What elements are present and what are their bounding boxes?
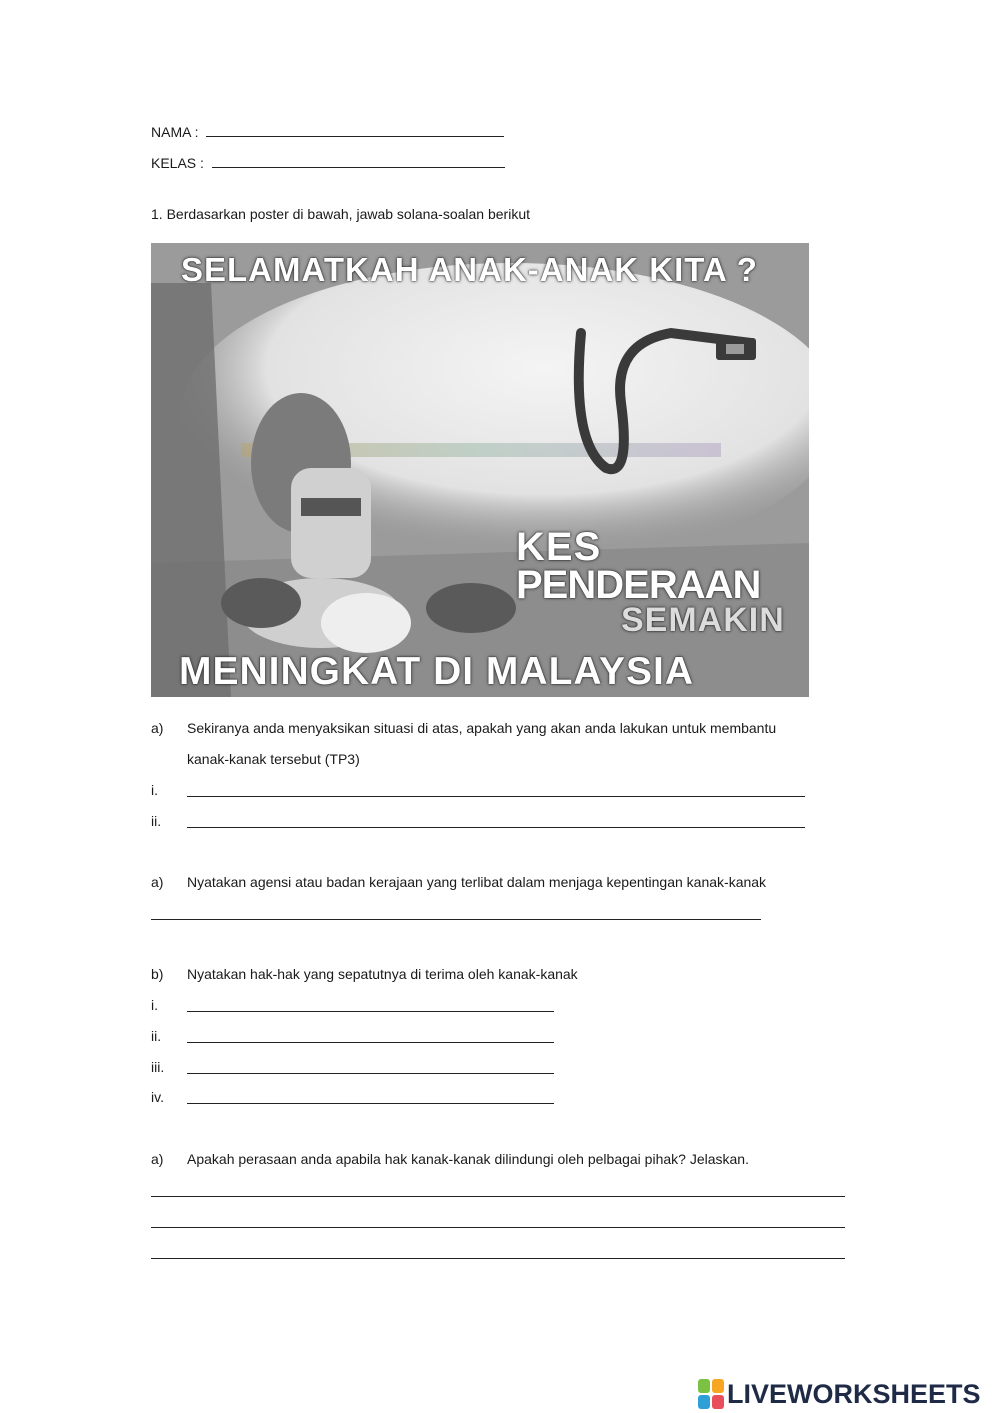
- poster-side-line1: KES: [516, 525, 602, 569]
- q1-text-line1: Sekiranya anda menyaksikan situasi di atas, apakah yang akan anda lakukan untuk membantu: [187, 720, 777, 736]
- q3-answer-line-i[interactable]: [187, 1011, 554, 1012]
- poster-title: SELAMATKAH ANAK-ANAK KITA ?: [181, 251, 758, 288]
- q4-answer-line-3[interactable]: [151, 1258, 845, 1259]
- q1-marker: a): [151, 720, 164, 736]
- kelas-row: [151, 155, 505, 171]
- liveworksheets-brand-text: LIVEWORKSHEETS: [727, 1378, 981, 1409]
- poster-bottom-text: MENINGKAT DI MALAYSIA: [179, 650, 695, 693]
- q1-item-i-label: i.: [151, 782, 158, 798]
- q2-marker: a): [151, 874, 164, 890]
- q3-answer-line-ii[interactable]: [187, 1042, 554, 1043]
- q4-answer-line-2[interactable]: [151, 1227, 845, 1228]
- q1-answer-line-ii[interactable]: [187, 827, 805, 828]
- liveworksheets-logo: [698, 1378, 981, 1410]
- q3-item-ii-label: ii.: [151, 1028, 162, 1044]
- q3-item-iv-label: iv.: [151, 1089, 164, 1105]
- q2-answer-line[interactable]: [151, 919, 761, 920]
- kelas-input-line[interactable]: [212, 155, 505, 168]
- q1-text-line2: kanak-kanak tersebut (TP3): [187, 751, 360, 767]
- kelas-label: KELAS :: [151, 155, 204, 171]
- poster-image: [151, 243, 809, 697]
- q4-answer-line-1[interactable]: [151, 1196, 845, 1197]
- q1-item-ii-label: ii.: [151, 813, 162, 829]
- nama-row: [151, 124, 504, 140]
- q3-text: Nyatakan hak-hak yang sepatutnya di terima oleh kanak-kanak: [187, 966, 578, 982]
- q3-answer-line-iv[interactable]: [187, 1103, 554, 1104]
- q3-answer-line-iii[interactable]: [187, 1073, 554, 1074]
- q3-item-i-label: i.: [151, 997, 158, 1013]
- q2-text: Nyatakan agensi atau badan kerajaan yang terlibat dalam menjaga kepentingan kanak-kanak: [187, 874, 767, 890]
- nama-input-line[interactable]: [206, 124, 504, 137]
- q3-marker: b): [151, 966, 164, 982]
- q3-item-iii-label: iii.: [151, 1059, 165, 1075]
- liveworksheets-logo-icon: [698, 1379, 724, 1409]
- nama-label: NAMA :: [151, 124, 199, 140]
- poster-side-line2: PENDERAAN: [516, 563, 761, 607]
- q4-marker: a): [151, 1151, 164, 1167]
- poster-side-line3: SEMAKIN: [621, 601, 785, 639]
- q4-text: Apakah perasaan anda apabila hak kanak-kanak dilindungi oleh pelbagai pihak? Jelaskan.: [187, 1151, 749, 1167]
- instruction-text: 1. Berdasarkan poster di bawah, jawab solana-soalan berikut: [151, 206, 531, 222]
- q1-answer-line-i[interactable]: [187, 796, 805, 797]
